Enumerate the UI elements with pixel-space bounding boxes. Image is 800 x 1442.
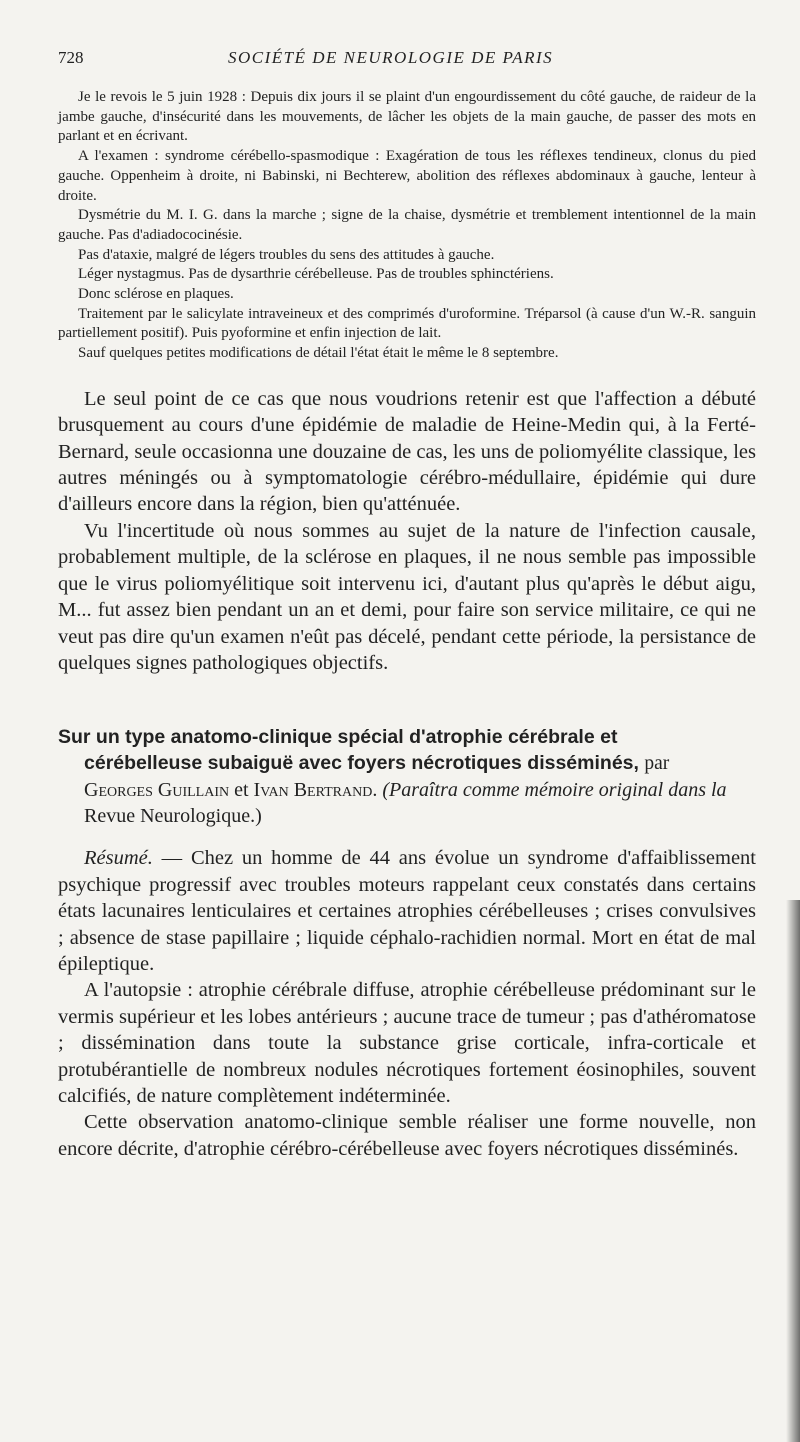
journal-title: SOCIÉTÉ DE NEUROLOGIE DE PARIS	[228, 48, 554, 67]
author-name: Georges Guillain	[84, 779, 230, 802]
discussion-paragraph: Vu l'incertitude où nous sommes au sujet de la nature de l'infection causale, probablement multiple, de la sclérose en plaques, il ne nous semble pas impossible que le virus poliomyélitique soit intervenu ici, d'autant plus qu'après le début aigu, M... fut assez bien pendant un an et demi, pour faire son service militaire, ce qui ne veut pas dire qu'un examen n'eût pas décelé, pendant cette période, la persistance de quelques signes pathologiques objectifs.	[58, 519, 756, 674]
by-word: par	[644, 753, 670, 775]
abstract-paragraph: A l'autopsie : atrophie cérébrale diffuse, atrophie cérébelleuse prédominant sur le vermis supérieur et les lobes antérieurs ; aucune trace de tumeur ; pas d'athéromatose ; dissémination dans toute la substance grise corticale, infra-corticale et protubérantielle de nombreux nodules nécrotiques fortement éosinophiles, souvent calcifiés, de nature complètement indéterminée.	[58, 979, 756, 1107]
and-word: et	[234, 779, 249, 802]
discussion-paragraph: Le seul point de ce cas que nous voudrions retenir est que l'affection a débuté brusquement au cours d'une épidémie de maladie de Heine-Medin qui, à la Ferté-Bernard, seule occasionna une douzaine de cas, les uns de poliomyélite classique, les autres méningés ou à symptomatologie cérébro-médullaire, épidémie qui dure d'ailleurs encore dans la région, bien qu'atténuée.	[58, 387, 756, 516]
article-title	[58, 724, 756, 777]
case-note-paragraph: Léger nystagmus. Pas de dysarthrie cérébelleuse. Pas de troubles sphinctériens.	[78, 266, 554, 283]
running-header	[58, 48, 756, 80]
publication-note: (Paraîtra comme mémoire original dans la	[382, 779, 727, 802]
abstract	[58, 845, 756, 1162]
case-note-paragraph: Je le revois le 5 juin 1928 : Depuis dix jours il se plaint d'un engourdissement du côté gauche, de raideur de la jambe gauche, d'insécurité dans les mouvements, de lâcher les objets de la main gauche, de passer des mots en parlant et en écrivant.	[58, 89, 756, 145]
abstract-label: Résumé.	[84, 847, 153, 870]
case-notes	[58, 88, 756, 364]
article-title-line: Sur un type anatomo-clinique spécial d'atrophie cérébrale et	[58, 726, 618, 749]
abstract-text: — Chez un homme de 44 ans évolue un syndrome d'affaiblissement psychique progressif avec troubles moteurs rappelant ceux constatés dans certains états lacunaires lenticulaires et certaines atrophies cérébelleuses ; crises convulsives ; absence de stase papillaire ; liquide céphalo-rachidien normal. Mort en état de mal épileptique.	[58, 847, 756, 975]
case-note-paragraph: Dysmétrie du M. I. G. dans la marche ; signe de la chaise, dysmétrie et tremblement intentionnel de la main gauche. Pas d'adiadococinésie.	[58, 207, 756, 243]
case-note-paragraph: Traitement par le salicylate intraveineux et des comprimés d'uroformine. Tréparsol (à cause d'un W.-R. sanguin partiellement positif). Puis pyoformine et enfin injection de lait.	[58, 305, 756, 342]
author-name: Ivan Bertrand.	[253, 779, 378, 802]
page-edge-shadow	[786, 900, 800, 1442]
case-note-paragraph: Pas d'ataxie, malgré de légers troubles du sens des attitudes à gauche.	[78, 246, 495, 263]
journal-reference: Revue Neurologique.)	[84, 805, 262, 828]
byline	[58, 777, 756, 829]
case-note-paragraph: A l'examen : syndrome cérébello-spasmodique : Exagération de tous les réflexes tendineux, clonus du pied gauche. Oppenheim à droite, ni Babinski, ni Bechterew, abolition des réflexes abdominaux à gauche, lenteur à droite.	[58, 148, 756, 204]
abstract-paragraph: Cette observation anatomo-clinique semble réaliser une forme nouvelle, non encore décrite, d'atrophie cérébro-cérébelleuse avec foyers nécrotiques disséminés.	[58, 1111, 756, 1160]
case-note-paragraph: Sauf quelques petites modifications de détail l'état était le même le 8 septembre.	[78, 345, 559, 362]
discussion	[58, 386, 756, 676]
abstract-paragraph	[58, 845, 756, 977]
page-number: 728	[58, 48, 84, 67]
case-note-paragraph: Donc sclérose en plaques.	[78, 286, 234, 303]
article-title-line: cérébelleuse subaiguë avec foyers nécrotiques disséminés,	[84, 752, 639, 775]
